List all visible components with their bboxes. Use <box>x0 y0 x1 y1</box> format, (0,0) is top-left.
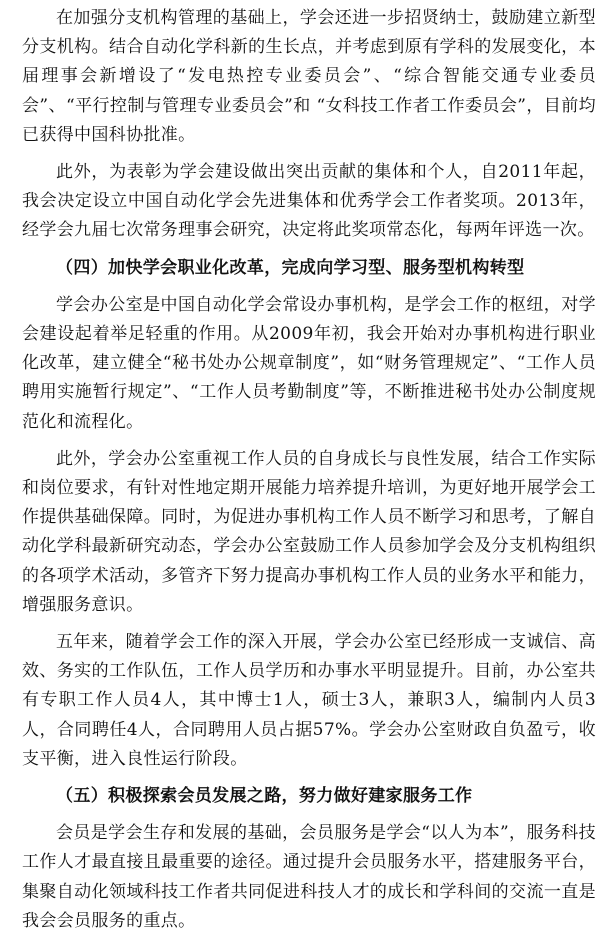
paragraph-awards: 此外，为表彰为学会建设做出突出贡献的集体和个人，自2011年起，我会决定设立中国自动化学会先进集体和优秀学会工作者奖项。2013年，经学会九届七次常务理事会研究，决定将此奖项常态化，每两年评选一次。 <box>22 162 596 241</box>
paragraph-five-years: 五年来，随着学会工作的深入开展，学会办公室已经形成一支诚信、高效、务实的工作队伍，工作人员学历和办事水平明显提升。目前，办公室共有专职工作人员4人，其中博士1人，硕士3人，兼职3人，编制内人员3人，合同聘任4人，合同聘用人员占据57%。学会办公室财政自负盈亏，收支平衡，进入良性运行阶段。 <box>22 632 596 769</box>
paragraph-office-reform: 学会办公室是中国自动化学会常设办事机构，是学会工作的枢纽，对学会建设起着举足轻重的作用。从2009年初，我会开始对办事机构进行职业化改革，建立健全“秘书处办公规章制度”，如“财务管理规定”、“工作人员聘用实施暂行规定”、“工作人员考勤制度”等，不断推进秘书处办公制度规范化和流程化。 <box>22 294 596 432</box>
section-heading-5: （五）积极探索会员发展之路，努力做好建家服务工作 <box>56 786 473 807</box>
paragraph-staff-development: 此外，学会办公室重视工作人员的自身成长与良性发展，结合工作实际和岗位要求，有针对性地定期开展能力培养提升培训，为更好地开展学会工作提供基础保障。同时，为促进办事机构工作人员不断学习和思考，了解自动化学科最新研究动态，学会办公室鼓励工作人员参加学会及分支机构组织的各项学术活动，多管齐下努力提高办事机构工作人员的业务水平和能力，增强服务意识。 <box>22 448 596 615</box>
paragraph-branch-institutions: 在加强分支机构管理的基础上，学会还进一步招贤纳士，鼓励建立新型分支机构。结合自动化学科新的生长点，并考虑到原有学科的发展变化，本届理事会新增设了“发电热控专业委员会”、“综合智能交通专业委员会”、“平行控制与管理专业委员会”和 “女科技工作者工作委员会”，目前均已获得中国科协批准。 <box>22 8 596 145</box>
section-heading-4: （四）加快学会职业化改革，完成向学习型、服务型机构转型 <box>56 257 525 278</box>
paragraph-member-service: 会员是学会生存和发展的基础，会员服务是学会“以人为本”，服务科技工作人才最直接且最重要的途径。通过提升会员服务水平，搭建服务平台，集聚自动化领域科技工作者共同促进科技人才的成长和学科间的交流一直是我会会员服务的重点。 <box>22 823 596 931</box>
